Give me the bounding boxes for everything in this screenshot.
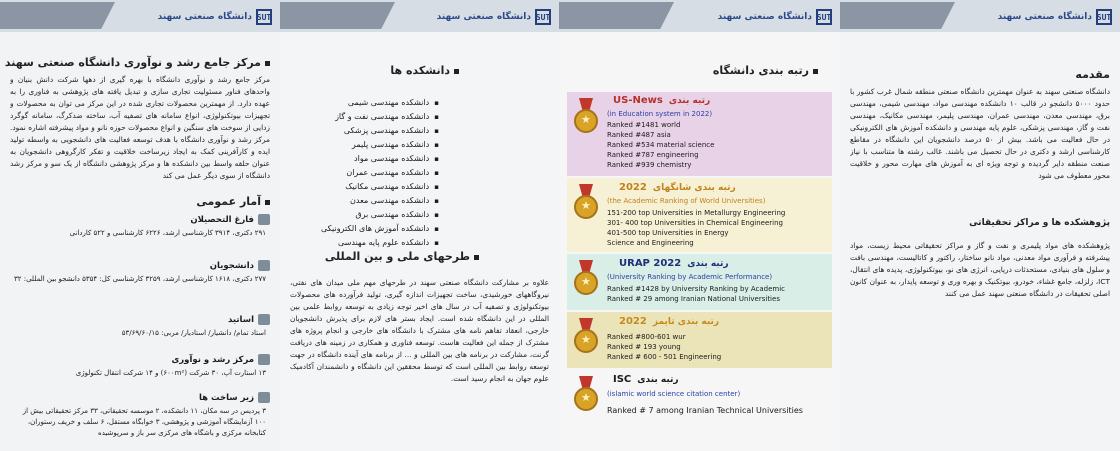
incubator-paragraph: مرکز جامع رشد و نوآوری دانشگاه با بهره گیری از دهها شرکت دانش بنیان و واحدهای فناور مسئولیت تجاری سازی و تبدیل یافته های پژوهشی به فناوری را به عهده دارد. از مهمترین محصولات تجاری شده در این مرکز می توان به محصولات و تجهیزات بیوتکنولوژی، انواع سامانه های تصفیه آب، ساخته ضدکرگ، سامانه گوگرد زدایی از سوخت های سنگین و انواع محصولات حوزه نانو و مواد پیشرفته اشاره نمود. مرکز رشد و نوآوری دانشگاه با هدف توسعه فعالیت های دانشجویی به واسطه تولید ایده و کارآفرینی کمک به ایجاد زیرساخت خلاقیت و تفکر کارگروهی دانشجویان به عنوان حلقه واسط بین دانشکده ها و مرکز پژوهشی دانشگاه از یک سو و مرکز رشد دانشگاه از سوی دیگر عمل می کند bbox=[10, 75, 270, 180]
university-logo-icon: SUT bbox=[256, 9, 272, 25]
faculty-item: ▪ دانشکده مهندسی عمران bbox=[321, 166, 439, 180]
incubator-icon bbox=[258, 354, 270, 365]
ranking-line: Ranked #1481 world bbox=[607, 121, 681, 129]
ranking-line: Ranked # 29 among Iranian National Universities bbox=[607, 295, 780, 303]
faculties-list bbox=[321, 96, 439, 250]
header-strip bbox=[280, 2, 395, 29]
ranking-line: Ranked #800-601 wur bbox=[607, 333, 686, 341]
ranking-line: 401-500 top Universities in Energy bbox=[607, 229, 729, 237]
brand bbox=[437, 9, 551, 25]
ranking-line: Ranked # 7 among Iranian Technical Universities bbox=[607, 406, 803, 415]
ranking-line: 151-200 top Universities in Metallurgy Engineering bbox=[607, 209, 786, 217]
header-strip bbox=[0, 2, 115, 29]
medal-icon bbox=[573, 318, 599, 356]
faculty-item: ▪ دانشکده مهندسی مواد bbox=[321, 152, 439, 166]
panel-intro bbox=[840, 0, 1120, 451]
stat-infrastructure: زیر ساخت ها ۳ پردیس در سه مکان، ۱۱ دانشکده، ۲ موسسه تحقیقاتی، ۳۳ مرکز تحقیقاتی بیش از ۱۰۰ آزمایشگاه آموزشی و پژوهشی، ۳ خوابگاه مستقل، ۶ سلف و خریف رستوران، کتابخانه مرکزی و باشگاه های مرکزی سر باز و سرپوشیده bbox=[10, 392, 270, 439]
ranking-subtitle: (the Academic Ranking of World Universities) bbox=[607, 197, 766, 205]
header-band bbox=[559, 0, 840, 32]
ranking-title: 2022 رتبه بندی تایمز bbox=[619, 316, 720, 327]
ranking-title: ISC رتبه بندی bbox=[613, 374, 679, 385]
ranking-subtitle: (islamic world science citation center) bbox=[607, 390, 741, 398]
medal-icon bbox=[573, 260, 599, 298]
header-band bbox=[280, 0, 559, 32]
stat-incubator: مرکز رشد و نوآوری ۱۳ استارت آپ، ۳۰ شرکت (۶۰۰m²) و ۱۴ شرکت انتقال تکنولوژی bbox=[10, 354, 270, 379]
faculty-item: ▪ دانشکده مهندسی پلیمر bbox=[321, 138, 439, 152]
stat-graduates: فارغ التحصیلان ۲۹۱ دکتری، ۳۹۱۴ کارشناسی ارشد، ۶۲۲۶ کارشناسی و ۵۲۲ کاردانی bbox=[10, 214, 270, 239]
medal-icon bbox=[573, 376, 599, 414]
ranking-line: Ranked #534 material science bbox=[607, 141, 715, 149]
ranking-line: Ranked #939 chemistry bbox=[607, 161, 692, 169]
faculty-item: ▪ دانشکده مهندسی برق bbox=[321, 208, 439, 222]
university-logo-icon: SUT bbox=[535, 9, 551, 25]
stats-title: آمار عمومی bbox=[196, 195, 270, 208]
incubator-title: مرکز جامع رشد و نوآوری دانشگاه صنعتی سهند bbox=[5, 56, 270, 69]
header-strip bbox=[840, 2, 955, 29]
research-paragraph: پژوهشکده های مواد پلیمری و نفت و گاز و مراکز تحقیقاتی محیط زیست، مواد پیشرفته و فرآوری مواد معدنی، مواد نانو ساختار، راکتور و کاتالیست، مهندسی بافت و سلول های بنیادی، مستحدثات دریایی، انرژی های نو، بیوتکنولوژی، پدیده های انتقال، ICT، زلزله، جامع غشاء، خودرو، بیوتکنیک و بهره وری و توسعه پایدار، به عنوان کانون اصلی تحقیقات در دانشگاه صنعتی سهند عمل می کنند bbox=[850, 241, 1110, 298]
university-logo-icon: SUT bbox=[1096, 9, 1112, 25]
medal-icon bbox=[573, 98, 599, 136]
header-band bbox=[0, 0, 280, 32]
ranking-subtitle: (in Education system in 2022) bbox=[607, 110, 713, 118]
professors-icon bbox=[258, 314, 270, 325]
ranking-line: Ranked # 193 young bbox=[607, 343, 681, 351]
ranking-title: URAP 2022 رتبه بندی bbox=[619, 258, 729, 269]
bullet-square-icon bbox=[265, 200, 270, 205]
intro-paragraph: دانشگاه صنعتی سهند به عنوان مهمترین دانشگاه صنعتی منطقه شمال غرب کشور با حدود ۵۰۰۰ دانشجو در قالب ۱۰ دانشکده مهندسی مواد، مهندسی شیمی، مهندسی برق، مهندسی معدن، مهندسی عمران، مهندسی پلیمر، مهندسی مکانیک، مهندسی نفت و گاز، مهندسی پزشکی، علوم پایه مهندسی و دانشکده آموزش های الکترونیکی در حال فعالیت می باشد. بیش از ۵۰ درصد دانشجویان این دانشگاه در مقاطع کارشناسی ارشد و دکتری در حال تحصیل می باشند. غالب رشته ها متناسب با نیاز صنعت منطقه دایر گردیده و توجه ویژه ای به آموزش های مهارت محور و خلاقیت محور معطوف می شود bbox=[850, 87, 1110, 180]
brand-name: دانشگاه صنعتی سهند bbox=[997, 12, 1092, 22]
infrastructure-icon bbox=[258, 392, 270, 403]
panel-faculties bbox=[280, 0, 559, 451]
ranking-line: Ranked #487 asia bbox=[607, 131, 671, 139]
bullet-square-icon bbox=[454, 69, 459, 74]
bullet-square-icon bbox=[474, 255, 479, 260]
ranking-shanghai bbox=[567, 178, 832, 252]
ranking-line: Ranked #1428 by University Ranking by Academic bbox=[607, 285, 785, 293]
ranking-line: Ranked # 600 - 501 Engineering bbox=[607, 353, 722, 361]
ranking-usnews bbox=[567, 92, 832, 176]
faculty-item: ▪ دانشکده مهندسی شیمی bbox=[321, 96, 439, 110]
university-logo-icon: SUT bbox=[816, 9, 832, 25]
ranking-line: Ranked #787 engineering bbox=[607, 151, 699, 159]
stat-professors: اساتید استاد تمام/ دانشیار/ استادیار/ مربی: ۵۳/۶۹/۶۰/۱۵ bbox=[10, 314, 270, 339]
projects-title: طرحهای ملی و بین المللی bbox=[325, 250, 479, 263]
brand-name: دانشگاه صنعتی سهند bbox=[436, 12, 531, 22]
bullet-square-icon bbox=[265, 61, 270, 66]
bullet-square-icon bbox=[813, 69, 818, 74]
ranking-line: Science and Engineering bbox=[607, 239, 694, 247]
ranking-subtitle: (University Ranking by Academic Performance) bbox=[607, 273, 773, 281]
brand bbox=[718, 9, 832, 25]
faculties-title: دانشکده ها bbox=[390, 64, 459, 77]
header-band bbox=[840, 0, 1120, 32]
header-strip bbox=[559, 2, 674, 29]
students-icon bbox=[258, 260, 270, 271]
faculty-item: ▪ دانشکده مهندسی معدن bbox=[321, 194, 439, 208]
rankings-title: رتبه بندی دانشگاه bbox=[713, 64, 818, 77]
brand-name: دانشگاه صنعتی سهند bbox=[157, 12, 252, 22]
projects-paragraph: علاوه بر مشارکت دانشگاه صنعتی سهند در طرحهای مهم ملی میدان های نفتی، نیروگاههای خورشیدی، ساخت تجهیزات اندازه گیری، تولید فرآورده های محصولات بیوتکنولوژی و تصفیه آب در سال های اخیر توجه زیادی به توسعه روابط علمی بین المللی در این دانشگاه شده است. ایجاد بستر های لازم برای پذیرش دانشجویان خارجی، انعقاد تفاهم نامه های مشترک با دانشگاه های خارجی و انجام پروژه های مشترک از جمله این فعالیت هاست. توسعه فناوری و همکاری در زمینه های دریافت گرنت، مشارکت در برنامه های بین المللی و ... از برنامه های آینده دانشگاه در جهت توسعه روابط بین المللی است که توسط محققین این دانشگاه و دانشمندان آکادمیک علوم جهان به انجام رسید است. bbox=[290, 278, 549, 383]
faculty-item: ▪ دانشکده مهندسی پزشکی bbox=[321, 124, 439, 138]
faculty-item: ▪ دانشکده مهندسی نفت و گاز bbox=[321, 110, 439, 124]
panel-incubator bbox=[0, 0, 280, 451]
medal-icon bbox=[573, 184, 599, 222]
panel-rankings bbox=[559, 0, 840, 451]
graduation-cap-icon bbox=[258, 214, 270, 225]
ranking-title: US-News رتبه بندی bbox=[613, 95, 711, 106]
brand-name: دانشگاه صنعتی سهند bbox=[717, 12, 812, 22]
stat-students: دانشجویان ۲۷۷ دکتری، ۱۶۱۸ کارشناسی ارشد، ۳۲۵۹ کارشناسی کل: ۵۳۵۴ دانشجو بین المللی: ۳۲ bbox=[10, 260, 270, 285]
intro-title: مقدمه bbox=[1075, 68, 1110, 81]
faculty-item: ▪ دانشکده مهندسی مکانیک bbox=[321, 180, 439, 194]
ranking-times bbox=[567, 312, 832, 368]
brand bbox=[158, 9, 272, 25]
ranking-title: 2022 رتبه بندی شانگهای bbox=[619, 182, 736, 193]
ranking-isc bbox=[567, 370, 832, 430]
ranking-urap bbox=[567, 254, 832, 310]
research-title: پژوهشکده ها و مراکز تحقیقاتی bbox=[969, 218, 1110, 228]
faculty-item: ▪ دانشکده آموزش های الکترونیکی bbox=[321, 222, 439, 236]
faculty-item: ▪ دانشکده علوم پایه مهندسی bbox=[321, 236, 439, 250]
ranking-line: 301- 400 top Universities in Chemical Engineering bbox=[607, 219, 783, 227]
brand bbox=[998, 9, 1112, 25]
